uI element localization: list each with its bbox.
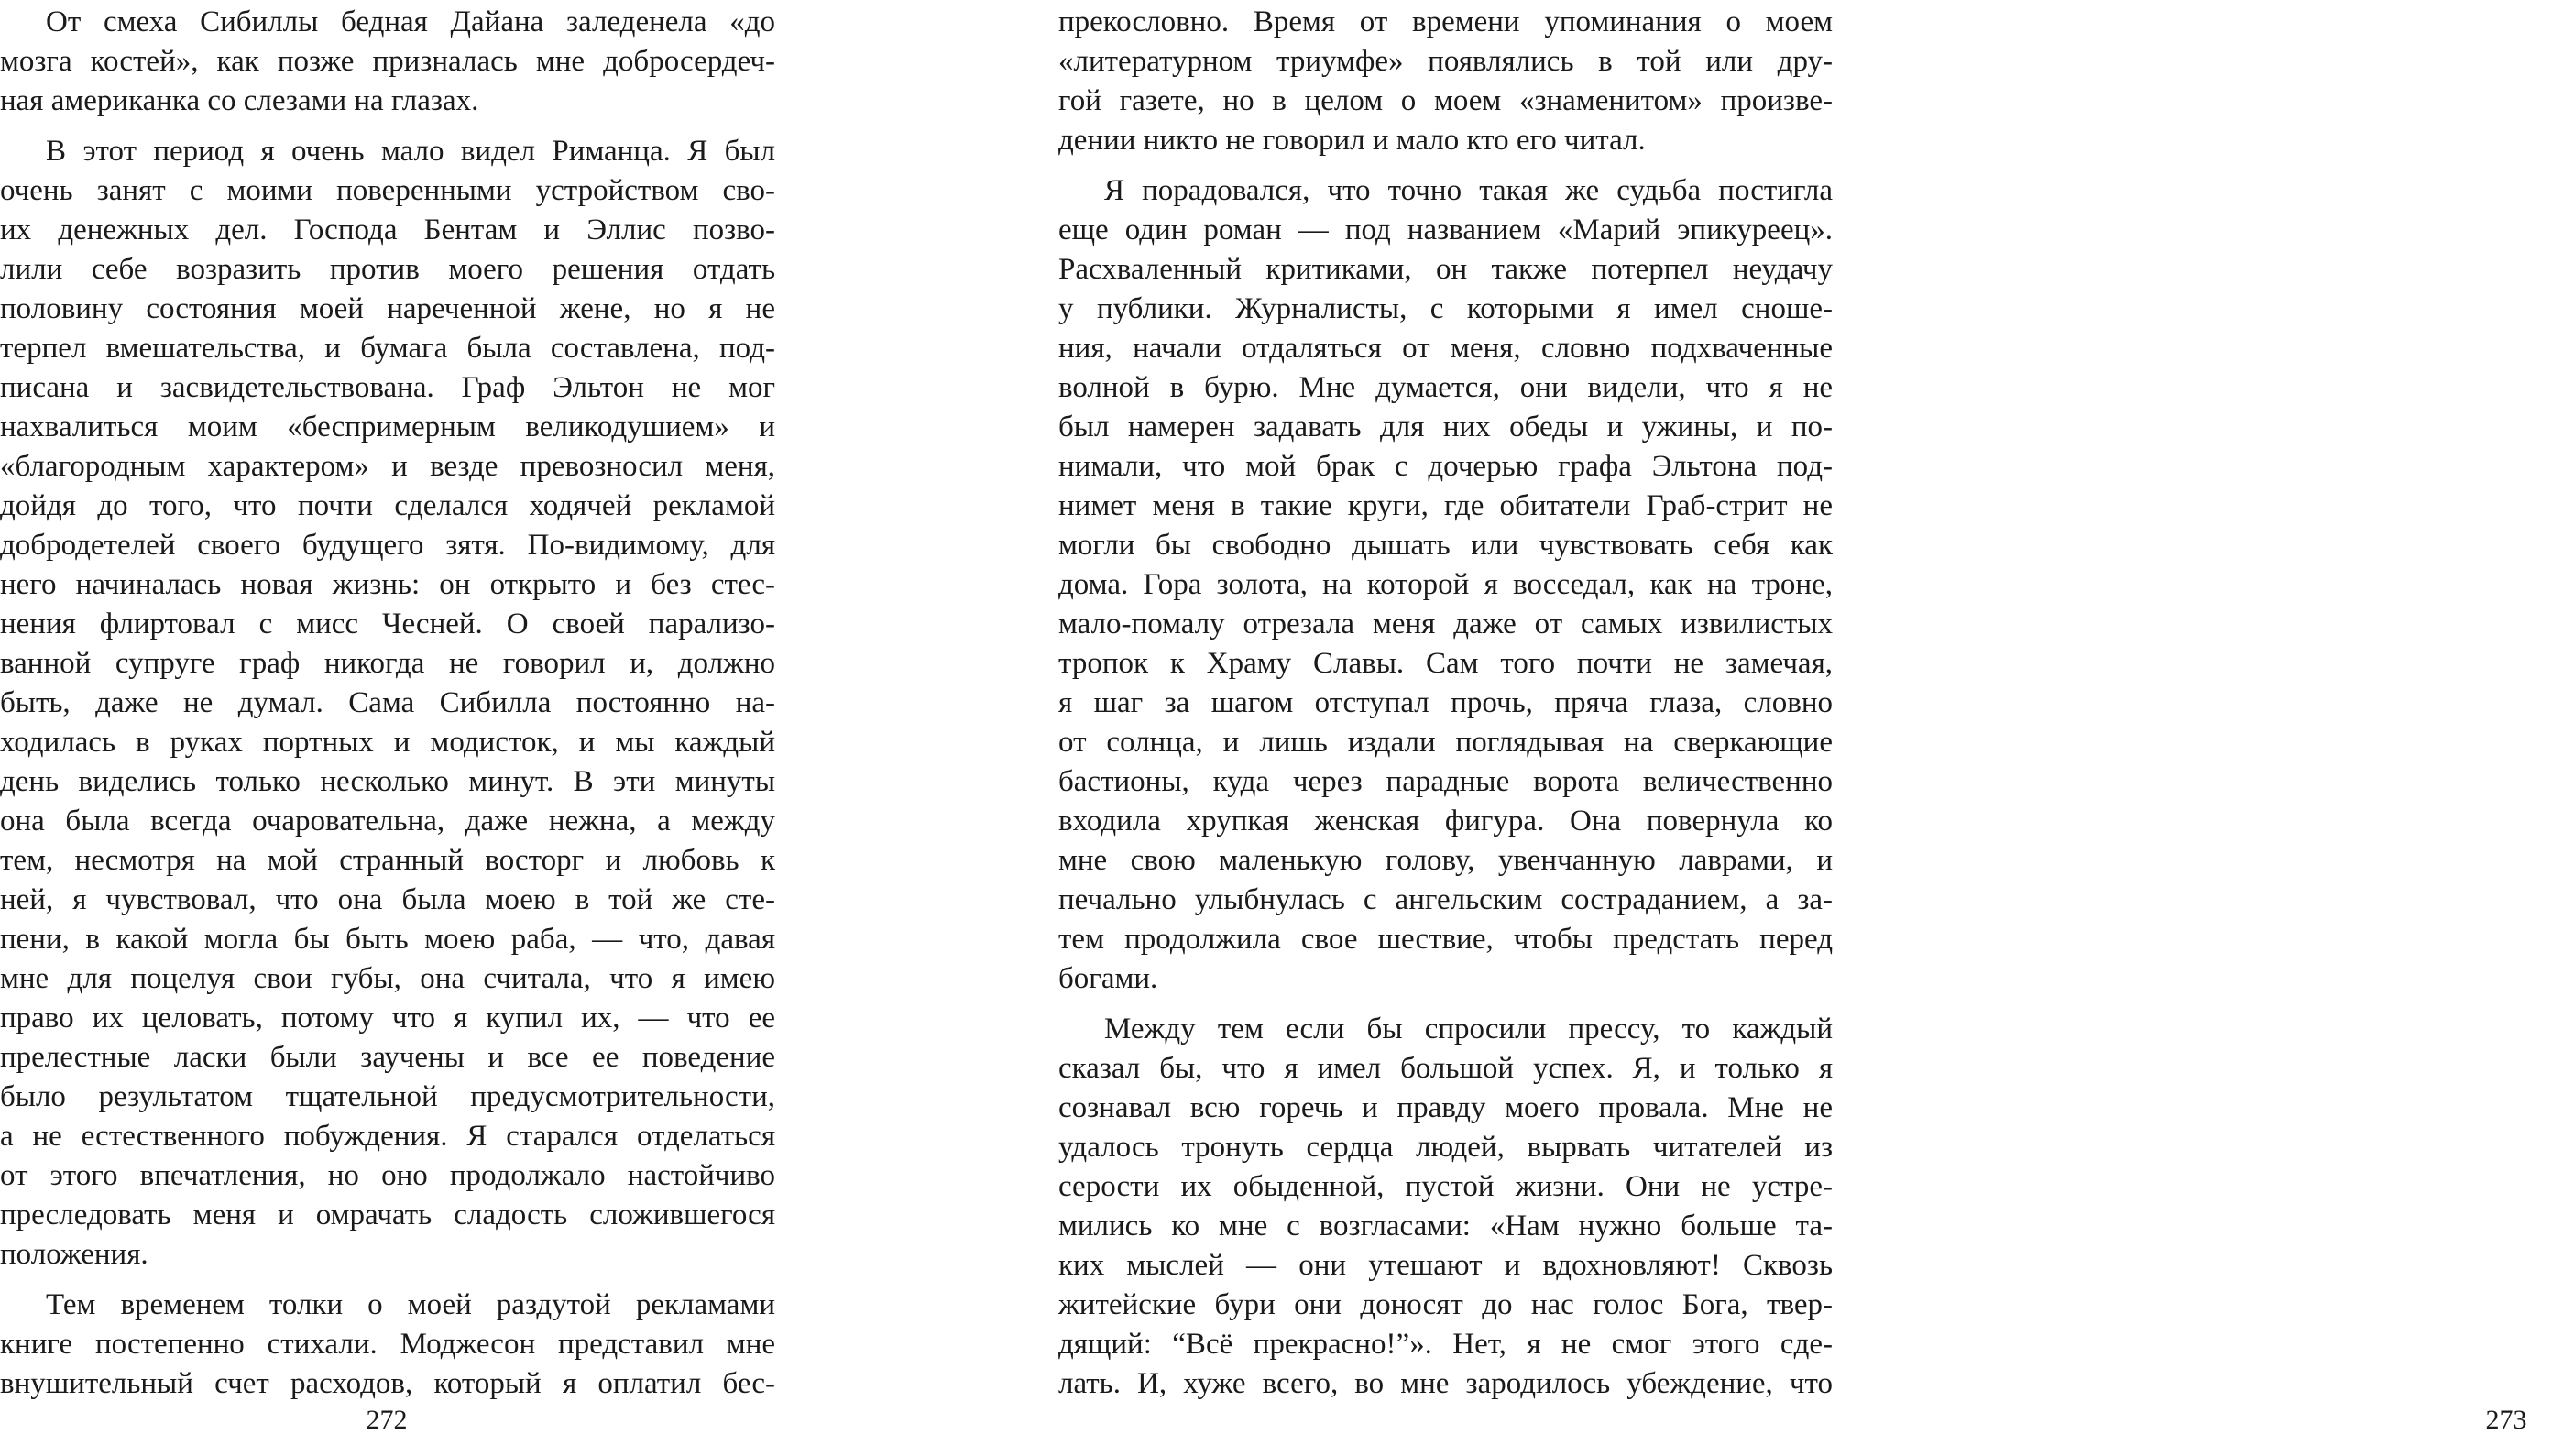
- text-line: сознавал всю горечь и правду моего провала. Мне не: [1058, 1091, 1833, 1124]
- text-line: тем продолжила свое шествие, чтобы предстать перед: [1058, 923, 1833, 956]
- text-line: она была всегда очаровательна, даже нежна, а между: [0, 805, 775, 837]
- text-line: волной в бурю. Мне думается, они видели, что я не: [1058, 371, 1833, 404]
- text-line: было результатом тщательной предусмотрительности,: [0, 1080, 775, 1113]
- text-line: дойдя до того, что почти сделался ходячей рекламой: [0, 489, 775, 522]
- text-line: житейские бури они доносят до нас голос Бога, твер-: [1058, 1288, 1833, 1321]
- text-line: удалось тронуть сердца людей, вырвать читателей из: [1058, 1131, 1833, 1164]
- text-line: я шаг за шагом отступал прочь, пряча глаза, словно: [1058, 686, 1833, 719]
- text-line: мне для поцелуя свои губы, она считала, что я имею: [0, 962, 775, 995]
- text-line: добродетелей своего будущего зятя. По-видимому, для: [0, 529, 775, 562]
- text-line: входила хрупкая женская фигура. Она повернула ко: [1058, 805, 1833, 837]
- text-line: сказал бы, что я имел большой успех. Я, и только я: [1058, 1052, 1833, 1085]
- text-line: нахвалиться моим «беспримерным великодушием» и: [0, 411, 775, 443]
- text-line: от этого впечатления, но оно продолжало настойчиво: [0, 1159, 775, 1192]
- text-line: внушительный счет расходов, который я оплатил бес-: [0, 1367, 775, 1400]
- text-line: мало-помалу отрезала меня даже от самых извилистых: [1058, 608, 1833, 640]
- text-line: мозга костей», как позже призналась мне добросердеч-: [0, 45, 775, 78]
- text-line: мились ко мне с возгласами: «Нам нужно больше та-: [1058, 1210, 1833, 1243]
- right-page-text: [1058, 3, 1833, 1404]
- text-line: лать. И, хуже всего, во мне зародилось убеждение, что: [1058, 1367, 1833, 1400]
- text-line: мне свою маленькую голову, увенчанную лаврами, и: [1058, 844, 1833, 877]
- paragraph: [0, 1286, 775, 1404]
- left-page-number: 272: [366, 1405, 408, 1435]
- text-line: ния, начали отдаляться от меня, словно подхваченные: [1058, 332, 1833, 365]
- text-line: Между тем если бы спросили прессу, то каждый: [1104, 1013, 1833, 1045]
- text-line: нимет меня в такие круги, где обитатели Граб-стрит не: [1058, 489, 1833, 522]
- text-line: прелестные ласки были заучены и все ее поведение: [0, 1041, 775, 1074]
- text-line: писана и засвидетельствована. Граф Эльтон не мог: [0, 371, 775, 404]
- text-line: был намерен задавать для них обеды и ужины, и по-: [1058, 411, 1833, 443]
- text-line: ких мыслей — они утешают и вдохновляют! Сквозь: [1058, 1249, 1833, 1282]
- text-line: положения.: [0, 1238, 148, 1271]
- text-line: «благородным характером» и везде превозносил меня,: [0, 450, 775, 483]
- text-line: дении никто не говорил и мало кто его читал.: [1058, 124, 1646, 157]
- left-page-text: [0, 3, 775, 1404]
- text-line: богами.: [1058, 962, 1158, 995]
- text-line: дящий: “Всё прекрасно!”». Нет, я не смог этого сде-: [1058, 1328, 1833, 1361]
- text-line: тропок к Храму Славы. Сам того почти не замечая,: [1058, 647, 1833, 680]
- text-line: терпел вмешательства, и бумага была составлена, под-: [0, 332, 775, 365]
- text-line: день виделись только несколько минут. В эти минуты: [0, 765, 775, 798]
- text-line: бастионы, куда через парадные ворота величественно: [1058, 765, 1833, 798]
- right-page-number: 273: [2485, 1405, 2527, 1435]
- text-line: у публики. Журналисты, с которыми я имел сноше-: [1058, 292, 1833, 325]
- text-line: гой газете, но в целом о моем «знаменитом» произве-: [1058, 84, 1833, 117]
- text-line: От смеха Сибиллы бедная Дайана заледенела «до: [46, 5, 775, 38]
- text-line: преследовать меня и омрачать сладость сложившегося: [0, 1199, 775, 1232]
- left-page: [0, 0, 775, 1456]
- text-line: еще один роман — под названием «Марий эпикуреец».: [1058, 213, 1833, 246]
- text-line: ванной супруге граф никогда не говорил и, должно: [0, 647, 775, 680]
- text-line: ходилась в руках портных и модисток, и мы каждый: [0, 726, 775, 759]
- paragraph: [1058, 171, 1833, 999]
- text-line: право их целовать, потому что я купил их, — что ее: [0, 1002, 775, 1035]
- text-line: нения флиртовал с мисс Чесней. О своей парализо-: [0, 608, 775, 640]
- text-line: ней, я чувствовал, что она была моею в той же сте-: [0, 883, 775, 916]
- text-line: дома. Гора золота, на которой я восседал, как на троне,: [1058, 568, 1833, 601]
- text-line: В этот период я очень мало видел Риманца. Я был: [46, 135, 775, 168]
- paragraph: [0, 132, 775, 1275]
- text-line: пени, в какой могла бы быть моею раба, — что, давая: [0, 923, 775, 956]
- text-line: Я порадовался, что точно такая же судьба постигла: [1104, 174, 1833, 207]
- paragraph: [0, 3, 775, 121]
- text-line: могли бы свободно дышать или чувствовать себя как: [1058, 529, 1833, 562]
- text-line: книге постепенно стихали. Моджесон представил мне: [0, 1328, 775, 1361]
- text-line: «литературном триумфе» появлялись в той или дру-: [1058, 45, 1833, 78]
- text-line: Тем временем толки о моей раздутой рекламами: [46, 1288, 775, 1321]
- paragraph: [1058, 3, 1833, 160]
- text-line: а не естественного побуждения. Я старался отделаться: [0, 1120, 775, 1153]
- text-line: серости их обыденной, пустой жизни. Они не устре-: [1058, 1170, 1833, 1203]
- text-line: лили себе возразить против моего решения отдать: [0, 253, 775, 286]
- text-line: половину состояния моей нареченной жене, но я не: [0, 292, 775, 325]
- text-line: прекословно. Время от времени упоминания о моем: [1058, 5, 1833, 38]
- text-line: печально улыбнулась с ангельским состраданием, а за-: [1058, 883, 1833, 916]
- text-line: очень занят с моими поверенными устройством сво-: [0, 174, 775, 207]
- text-line: быть, даже не думал. Сама Сибилла постоянно на-: [0, 686, 775, 719]
- text-line: их денежных дел. Господа Бентам и Эллис позво-: [0, 213, 775, 246]
- text-line: от солнца, и лишь издали поглядывая на сверкающие: [1058, 726, 1833, 759]
- text-line: нимали, что мой брак с дочерью графа Эльтона под-: [1058, 450, 1833, 483]
- text-line: него начиналась новая жизнь: он открыто и без стес-: [0, 568, 775, 601]
- paragraph: [1058, 1010, 1833, 1404]
- right-page: [1058, 0, 2527, 1456]
- text-line: тем, несмотря на мой странный восторг и любовь к: [0, 844, 775, 877]
- text-line: ная американка со слезами на глазах.: [0, 84, 479, 117]
- text-line: Расхваленный критиками, он также потерпел неудачу: [1058, 253, 1833, 286]
